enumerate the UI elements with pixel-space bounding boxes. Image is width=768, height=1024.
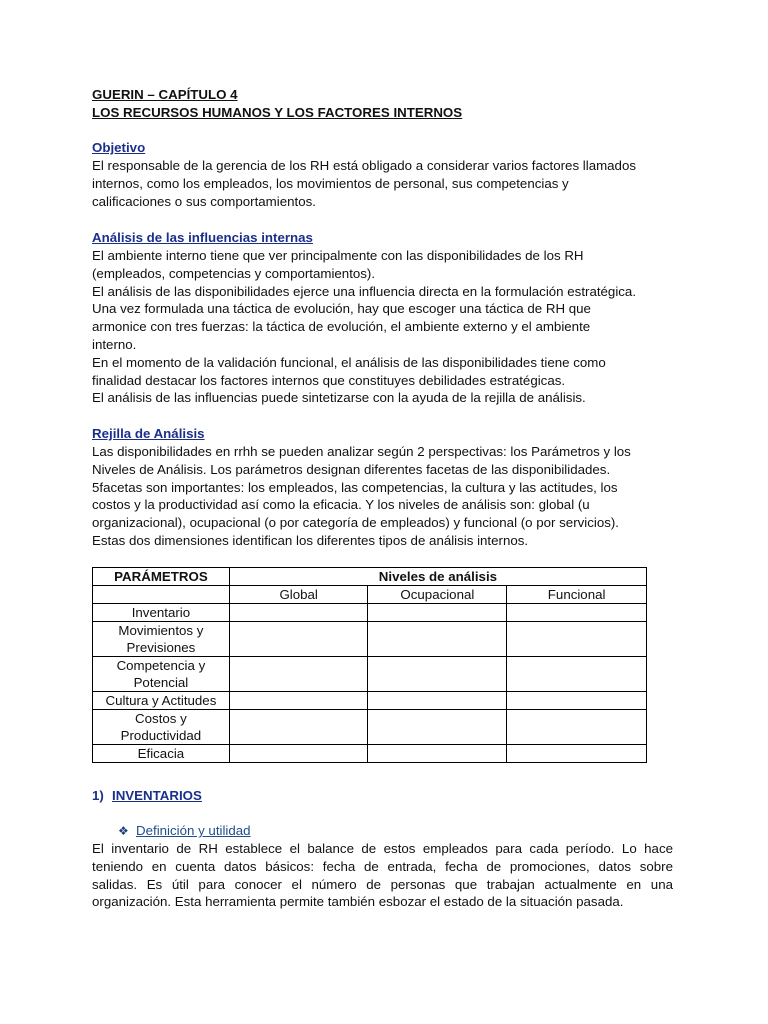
row-label-line: Cultura y Actitudes xyxy=(105,693,217,708)
text-line: salidas. Es útil para conocer el número de personas que trabajan actualmente en una xyxy=(92,876,673,892)
text-line: Estas dos dimensiones identifican los diferentes tipos de análisis internos. xyxy=(92,532,529,548)
row-label-line: Movimientos y xyxy=(118,623,204,638)
subheader-ocupacional: Ocupacional xyxy=(368,586,507,604)
text-line: Una vez formulada una táctica de evolución, hay que escoger una táctica de RH que xyxy=(92,301,591,317)
row-label xyxy=(93,604,230,622)
table-row xyxy=(93,710,647,745)
inventarios-heading xyxy=(92,787,202,805)
table-cell xyxy=(368,657,507,692)
table-cell xyxy=(368,745,507,763)
table-header-row xyxy=(93,568,647,586)
section-number: 1) xyxy=(92,788,104,803)
section-title: INVENTARIOS xyxy=(112,788,202,803)
table-row xyxy=(93,692,647,710)
text-line: teniendo en cuenta datos básicos: fecha de entrada, fecha de promociones, datos sobre xyxy=(92,858,673,874)
row-label xyxy=(93,710,230,745)
row-label xyxy=(93,692,230,710)
table-cell xyxy=(229,622,368,657)
row-label xyxy=(93,622,230,657)
table-cell xyxy=(368,710,507,745)
rejilla-heading: Rejilla de Análisis xyxy=(92,426,205,441)
chapter-title: GUERIN – CAPÍTULO 4 xyxy=(92,87,238,102)
table-cell xyxy=(368,692,507,710)
table-cell xyxy=(507,622,647,657)
text-line: El ambiente interno tiene que ver principalmente con las disponibilidades de los RH xyxy=(92,248,584,263)
text-line: El análisis de las influencias puede sintetizarse con la ayuda de la rejilla de análisis. xyxy=(92,390,586,406)
text-line: (empleados, competencias y comportamientos). xyxy=(92,265,376,281)
table-row xyxy=(93,657,647,692)
objetivo-paragraph xyxy=(92,157,676,210)
row-label xyxy=(93,745,230,763)
table-row xyxy=(93,604,647,622)
row-label-line: Eficacia xyxy=(137,746,185,761)
text-line: El inventario de RH establece el balance de estos empleados para cada período. Lo hace xyxy=(92,841,673,856)
text-line: armonice con tres fuerzas: la táctica de evolución, el ambiente externo y el ambiente xyxy=(92,319,591,335)
row-label-line: Previsiones xyxy=(126,640,196,655)
chapter-subtitle: LOS RECURSOS HUMANOS Y LOS FACTORES INTERNOS xyxy=(92,105,463,120)
analisis-heading: Análisis de las influencias internas xyxy=(92,230,313,245)
text-line: 5facetas son importantes: los empleados, las competencias, la cultura y las actitudes, los xyxy=(92,479,618,495)
analysis-grid-table xyxy=(92,567,647,763)
row-label-line: Competencia y xyxy=(116,658,206,673)
table-cell xyxy=(507,745,647,763)
row-label-line: Productividad xyxy=(120,728,202,743)
definicion-subheading xyxy=(118,822,251,841)
objetivo-heading: Objetivo xyxy=(92,140,146,155)
table-cell xyxy=(229,604,368,622)
text-line: costos y la productividad así como la eficacia. Y los niveles de análisis son: global (u xyxy=(92,497,590,513)
analisis-paragraph xyxy=(92,247,676,407)
table-cell xyxy=(507,604,647,622)
table-row xyxy=(93,745,647,763)
text-line: En el momento de la validación funcional, el análisis de las disponibilidades tiene como xyxy=(92,354,606,370)
table-cell xyxy=(229,657,368,692)
text-line: calificaciones o sus comportamientos. xyxy=(92,193,316,209)
row-label-line: Inventario xyxy=(131,605,191,620)
table-cell xyxy=(507,657,647,692)
table-cell xyxy=(507,710,647,745)
table-row xyxy=(93,622,647,657)
table-cell xyxy=(368,622,507,657)
table-cell xyxy=(229,745,368,763)
text-line: Las disponibilidades en rrhh se pueden analizar según 2 perspectivas: los Parámetros y los xyxy=(92,444,631,459)
rejilla-paragraph xyxy=(92,443,676,550)
text-line: finalidad destacar los factores internos que constituyes debilidades estratégicas. xyxy=(92,372,566,388)
row-label-line: Costos y xyxy=(135,711,187,726)
table-cell xyxy=(229,692,368,710)
text-line: organizacional), ocupacional (o por categoría de empleados) y funcional (o por servicios). xyxy=(92,515,619,531)
table-cell xyxy=(229,710,368,745)
text-line: interno. xyxy=(92,336,137,352)
row-label xyxy=(93,657,230,692)
subheading-text: Definición y utilidad xyxy=(136,823,251,838)
subheader-global: Global xyxy=(229,586,368,604)
table-cell-empty xyxy=(93,586,230,604)
text-line: internos, como los empleados, los movimientos de personal, sus competencias y xyxy=(92,175,569,191)
diamond-bullet-icon: ❖ xyxy=(118,824,129,838)
table-subheader-row xyxy=(93,586,647,604)
inventarios-paragraph xyxy=(92,840,673,911)
subheader-funcional: Funcional xyxy=(507,586,647,604)
row-label-line: Potencial xyxy=(133,675,189,690)
text-line: El responsable de la gerencia de los RH está obligado a considerar varios factores llamados xyxy=(92,158,636,173)
text-line: El análisis de las disponibilidades ejerce una influencia directa en la formulación estratégica. xyxy=(92,283,637,299)
table-cell xyxy=(368,604,507,622)
table-cell xyxy=(507,692,647,710)
text-line: organización. Esta herramienta permite también esbozar el estado de la situación pasada. xyxy=(92,894,624,910)
header-parametros: PARÁMETROS xyxy=(93,568,230,586)
text-line: Niveles de Análisis. Los parámetros designan diferentes facetas de las disponibilidades. xyxy=(92,461,611,477)
header-niveles: Niveles de análisis xyxy=(229,568,646,586)
